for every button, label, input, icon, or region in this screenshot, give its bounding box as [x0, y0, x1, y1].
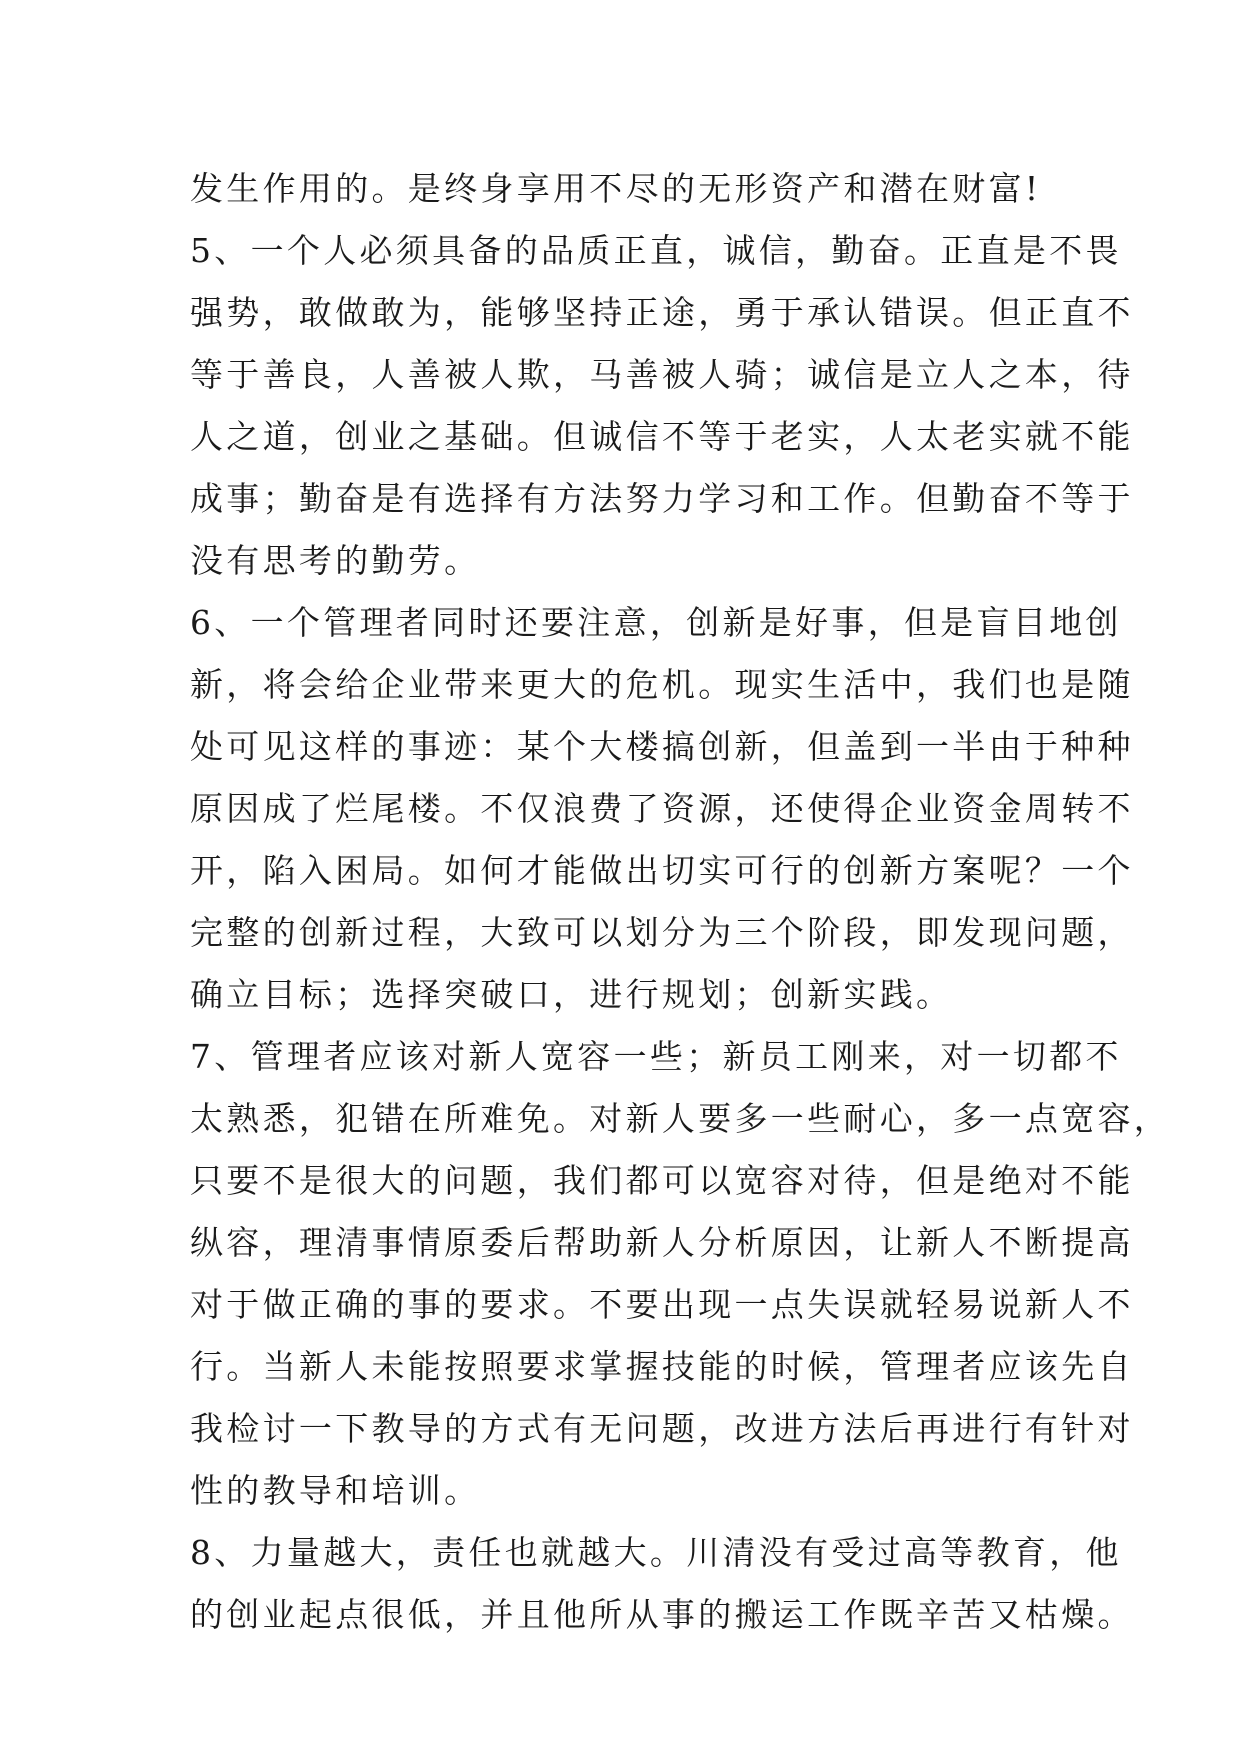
text-line: 我检讨一下教导的方式有无问题，改进方法后再进行有针对	[190, 1409, 1134, 1448]
text-line: 发生作用的。是终身享用不尽的无形资产和潜在财富!	[190, 169, 1042, 208]
text-line: 纵容，理清事情原委后帮助新人分析原因，让新人不断提高	[190, 1223, 1134, 1262]
text-line: 强势，敢做敢为，能够坚持正途，勇于承认错误。但正直不	[190, 293, 1134, 332]
text-line: 没有思考的勤劳。	[190, 541, 481, 580]
text-line: 确立目标；选择突破口，进行规划；创新实践。	[190, 975, 953, 1014]
text-line: 新，将会给企业带来更大的危机。现实生活中，我们也是随	[190, 665, 1134, 704]
text-line: 原因成了烂尾楼。不仅浪费了资源，还使得企业资金周转不	[190, 789, 1134, 828]
text-line: 太熟悉，犯错在所难免。对新人要多一些耐心，多一点宽容，	[190, 1099, 1171, 1138]
body-text	[190, 158, 1171, 1646]
text-line: 8、力量越大，责任也就越大。川清没有受过高等教育，他	[190, 1533, 1122, 1572]
text-line: 处可见这样的事迹：某个大楼搞创新，但盖到一半由于种种	[190, 727, 1134, 766]
text-line: 5、一个人必须具备的品质正直，诚信，勤奋。正直是不畏	[190, 231, 1122, 270]
text-line: 7、管理者应该对新人宽容一些；新员工刚来，对一切都不	[190, 1037, 1122, 1076]
text-line: 6、一个管理者同时还要注意，创新是好事，但是盲目地创	[190, 603, 1122, 642]
text-line: 只要不是很大的问题，我们都可以宽容对待，但是绝对不能	[190, 1161, 1134, 1200]
text-line: 的创业起点很低，并且他所从事的搬运工作既辛苦又枯燥。	[190, 1595, 1134, 1634]
text-line: 成事；勤奋是有选择有方法努力学习和工作。但勤奋不等于	[190, 479, 1134, 518]
text-line: 人之道，创业之基础。但诚信不等于老实，人太老实就不能	[190, 417, 1134, 456]
text-line: 对于做正确的事的要求。不要出现一点失误就轻易说新人不	[190, 1285, 1134, 1324]
text-line: 等于善良，人善被人欺，马善被人骑；诚信是立人之本，待	[190, 355, 1134, 394]
text-line: 开，陷入困局。如何才能做出切实可行的创新方案呢？一个	[190, 851, 1134, 890]
text-line: 完整的创新过程，大致可以划分为三个阶段，即发现问题，	[190, 913, 1134, 952]
text-line: 性的教导和培训。	[190, 1471, 481, 1510]
text-line: 行。当新人未能按照要求掌握技能的时候，管理者应该先自	[190, 1347, 1134, 1386]
